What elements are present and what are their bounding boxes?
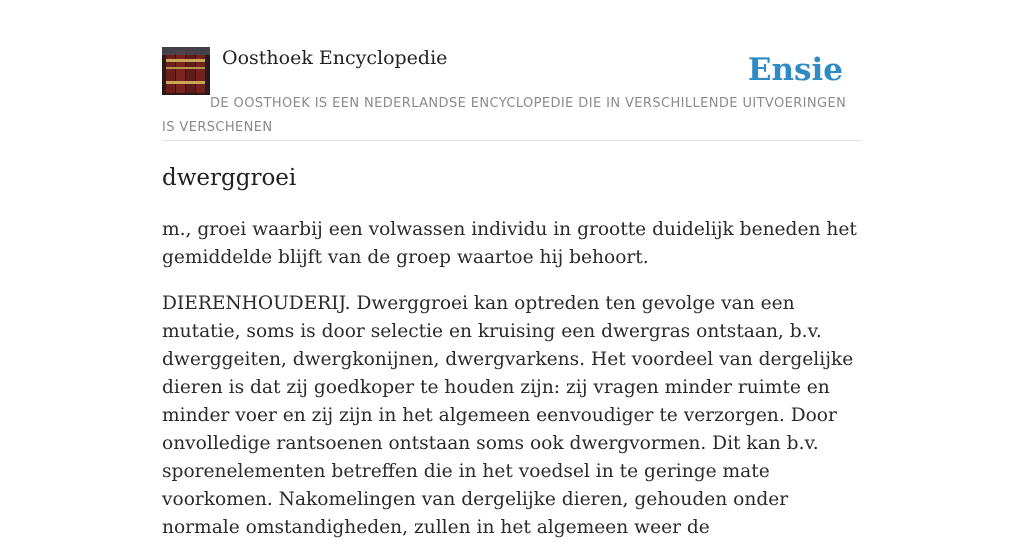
entry-paragraph: DIERENHOUDERIJ. Dwerggroei kan optreden ten gevolge van een mutatie, soms is door selectie en kruising een dwergras ontstaan, b.v. dwerggeiten, dwergkonijnen, dwergvarkens. Het voordeel van dergelijke dieren is dat zij goedkoper te houden zijn: zij vragen minder ruimte en minder voer en zij zijn in het algemeen eenvoudiger te verzorgen. Door onvolledige rantsoenen ontstaan soms ook dwergvormen. Dit kan b.v. sporenelementen betreffen die in het voedsel in te geringe mate voorkomen. Nakomelingen van dergelijke dieren, gehouden onder normale omstandigheden, zullen in het algemeen weer de — [162, 293, 854, 538]
entry-definition: m., groei waarbij een volwassen individu in grootte duidelijk beneden het gemiddelde blijft van de groep waartoe hij behoort. — [162, 219, 857, 268]
book-spines-icon — [162, 47, 210, 95]
source-title[interactable]: Oosthoek Encyclopedie — [222, 47, 448, 69]
source-description: DE OOSTHOEK IS EEN NEDERLANDSE ENCYCLOPEDIE DIE IN VERSCHILLENDE UITVOERINGEN IS VERSCHENEN — [162, 96, 847, 135]
source-header — [162, 46, 862, 141]
source-avatar[interactable] — [162, 47, 210, 95]
entry-body — [162, 216, 862, 560]
entry-title: dwerggroei — [162, 165, 297, 191]
brand-logo[interactable]: Ensie — [747, 52, 843, 88]
